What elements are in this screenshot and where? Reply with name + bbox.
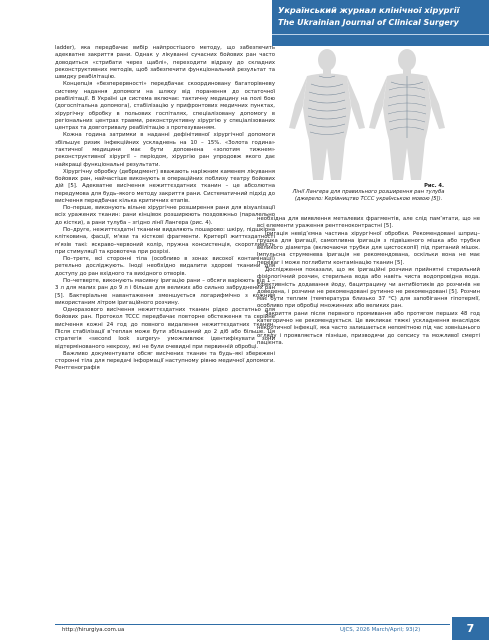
journal-title-ua: Український журнал клінічної хірургії (278, 5, 460, 15)
paragraph: Закриття рани після первного промивання або протягом перших 48 год категорично не рекомендується. Це викликає тяжкі ускладнення внаслідок некротичної інфекції, яка часто залишається непомітною під час зовнішнього огляду і проявляється пізніше, призводячи до сепсису та можливої смерті пацієнта. (257, 310, 480, 346)
paragraph: По–третє, всі сторонні тіла (особливо в зонах високої контамінації) ретельно досліджують. Іноді необхідно видалити здорові тканини для доступу до ран вхідного та вихідного отворів. (55, 256, 275, 277)
journal-title-en: The Ukrainian Journal of Clinical Surgery (278, 18, 459, 27)
paragraph: ladder), яка передбачає вибір найпростішого методу, що забезпечить адекватне закриття рани. Однак у лікуванні сучасних бойових ран часто доводиться «стрибати через щаблі», переходити відразу до складних реконструктивних методів, щоб забезпечити функціональний результат та швидку реабілітацію. (55, 45, 275, 81)
body-silhouettes-illustration (257, 46, 480, 181)
page-number: 7 (452, 617, 489, 640)
back-silhouette (369, 49, 445, 180)
caption-line-1: Лінії Лангера для правильного розширення ран тулуба (292, 189, 445, 196)
right-text-column (257, 216, 480, 347)
paragraph: Іригація невід’ємна частина хірургічної обробки. Рекомендовані шприц–грушка для іригації, самопливна іригація з підвішеного мішка або трубки великого діаметра (включаючи трубки для цистоскопії) під пританий мішок. Імпульсна струменева іригація не рекомендована, оскільки вона не має переваг і може поглибити контамінацію тканин [5]. (257, 230, 480, 266)
paragraph: Важливо документувати обсяг висічених тканин та будь–які збережені сторонні тіла для передачі інформації наступному рівню медичної допомоги. Рентгенографія (55, 350, 275, 372)
paragraph: По–друге, нежиттєздатні тканини видаляють пошарово: шкіру, підшкірна клітковина, фасції, м'язи та кісткові фрагменти. Критерії життєздатності м'язів такі: яскраво–червоний колір, пружна консистенція, скоротливість при стимуляції та кровотеча при розрізі. (55, 227, 275, 255)
front-silhouette (289, 49, 365, 180)
journal-citation: UJCS, 2026 March/April; 93(2) (340, 627, 421, 633)
figure-number: Рис. 4. (424, 183, 444, 189)
footer-rule (55, 624, 450, 625)
journal-url-link[interactable]: http://hirurgiya.com.ua (62, 627, 125, 633)
figure-caption (257, 183, 480, 202)
paragraph: Хірургічну обробку (дебридмент) вважають наріжним каменем лікування бойових ран, найчастіше виконують в операційних поблизу театру бойових дій [5]. Адекватне висічення нежиттєздатних тканин – це абсолютна передумова для будь–якого методу закриття рани. Систематичний підхід до висічення передбачає кілька критичних етапів. (55, 168, 275, 204)
paragraph: необхідна для виявлення металевих фрагментів, але слід пам’ятати, що не всі елементи ураження рентгеноконтрастні [5]. (257, 216, 480, 230)
left-text-column (55, 45, 275, 373)
paragraph: Кожна година затримки в наданні дефінітивної хірургічної допомоги збільшує ризик інфекційних ускладнень на 10 – 15%. «Золота година» тактичної медицини має бути доповнена «золотим тижнем» реконструктивної хірургії – періодом, хірургію ран упродовж якого дає найкращі функціональні результати. (55, 132, 275, 168)
header-rule (272, 34, 489, 35)
journal-header (272, 0, 489, 46)
paragraph: Одноразового висічення нежиттєздатних тканин рідко достатньо для бойових ран. Протокол TCCC передбачає повторне обстеження та серійне висічення кожні 24 год до повного видалення нежиттєздатних тканин. Після стабілізації в’теплая може бути збільшений до 2 діб або більше. Ця стратегія «second look surgery» уможливлює ідентифікувати зони відтермінованого некрозу, які не були очевидні при первинній обробці. (55, 307, 275, 350)
caption-line-2: (джерело: Керівництво TCCC українською мовою [5]). (294, 195, 443, 202)
paragraph: По–четверте, виконують масивну іригацію рани – обсяги варіюють від 1 – 3 л для малих ран до 9 л і більше для великих або сильно забруднених ран [5]. Бактеріальне навантаження зменшується логарифмічно з кожним використаним літром іригаційного розчину. (55, 278, 275, 306)
langer-lines-figure (257, 46, 480, 181)
paragraph: Дослідження показали, що як іригаційні розчини прийнятні стерильний фізіологічний розчин, стерильна вода або навіть чиста водопровідна вода. Ефективність додавання йоду, бацитрацину чи антибіотиків до розчинів не доведена, і розчини не рекомендовані рутинно не рекомендовані [5]. Розчин має бути теплим (температура близько 37 °С) для запобігання гіпотермії, особливо при обробці множинних або великих ран. (257, 266, 480, 310)
paragraph: Концепція «безперервності» передбачає скоординовану багаторівневу систему надання допомоги на шляху від поранення до остаточної реабілітації. В Україні ця система включає: тактичну медицину на полі бою (догоспітальна допомога), стабілізацію у прифронтових медичних пунктах, хірургічну обробку в польових госпіталях, спеціалізовану допомогу в регіональних центрах травми, реконструктивну хірургію у спеціалізованих центрах та довготривалу реабілітацію з протезуванням. (55, 81, 275, 132)
paragraph: По–перше, виконують вільне хірургічне розширення рани для візуалізації всіх уражених тканин: рани кінцівок розширюють поздовжньо (паралельно до кістки), а рани тулуба – згідно лінії Лангера (рис. 4). (55, 205, 275, 226)
